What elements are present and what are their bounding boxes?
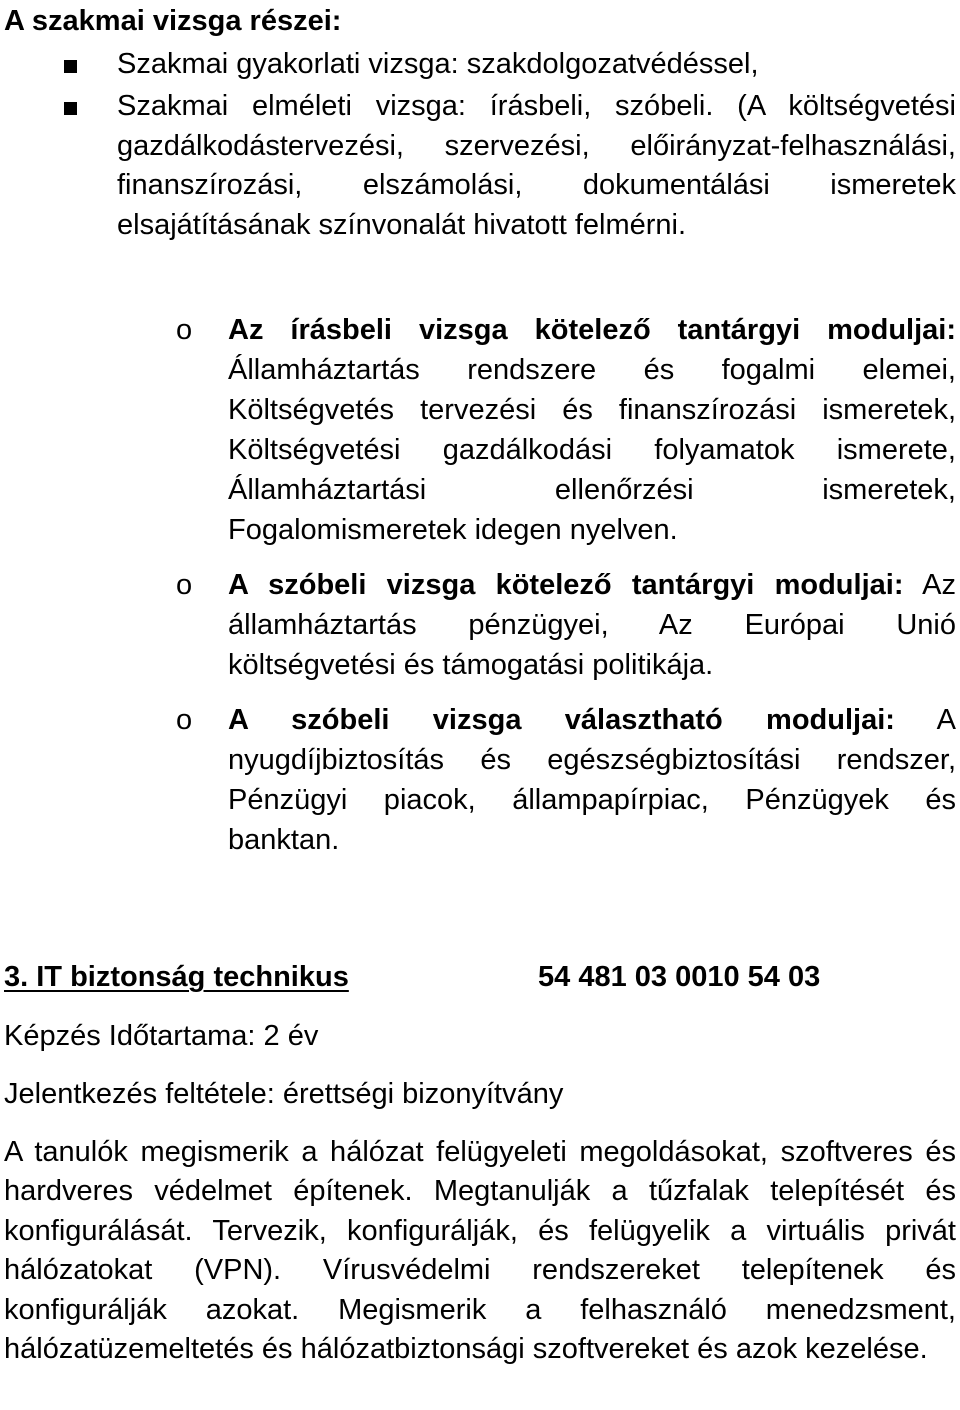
list-item-theory-exam — [4, 87, 956, 245]
course-description: A tanulók megismerik a hálózat felügyeleti megoldásokat, szoftveres és hardveres védelmet építenek. Megtanulják a tűzfalak telepítését és konfigurálását. Tervezik, konfigurálják, és felügyelik a virtuális privát hálózatokat (VPN). Vírusvédelmi rendszereket telepítenek és konfigurálják azokat. Megismerik a felhasználó menedzsment, hálózatüzemeltetés és hálózatbiztonsági szoftvereket és azok kezelése. — [4, 1136, 956, 1366]
module-label: A szóbeli vizsga választható moduljai: — [228, 704, 895, 736]
list-item-oral-mandatory-modules — [4, 565, 956, 685]
circle-bullet-icon: o — [176, 569, 193, 601]
exam-modules-list — [4, 310, 956, 875]
list-item-practical-exam — [4, 45, 956, 84]
module-label: A szóbeli vizsga kötelező tantárgyi moduljai: — [228, 569, 904, 601]
circle-bullet-icon: o — [176, 314, 193, 346]
module-text: Államháztartás rendszere és fogalmi elemei, Költségvetés tervezési és finanszírozási ismeretek, Költségvetési gazdálkodási folyamatok ismerete, Államháztartási ellenőrzési ismeretek, Fogalomismeretek idegen nyelven. — [228, 354, 956, 546]
square-bullet-icon — [64, 102, 77, 115]
exam-parts-list — [4, 45, 956, 248]
square-bullet-icon — [64, 60, 77, 73]
module-text: A nyugdíjbiztosítás és egészségbiztosítási rendszer, Pénzügyi piacok, állampapírpiac, Pénzügyek és banktan. — [228, 704, 956, 856]
list-item-text: Szakmai elméleti vizsga: írásbeli, szóbeli. (A költségvetési gazdálkodástervezési, szervezési, előirányzat-felhasználási, finanszírozási, elszámolási, dokumentálási ismeretek elsajátításának színvonalát hivatott felmérni. — [117, 90, 956, 241]
module-text: Az államháztartás pénzügyei, Az Európai Unió költségvetési és támogatási politikája. — [228, 569, 956, 681]
list-item-text: Szakmai gyakorlati vizsga: szakdolgozatvédéssel, — [117, 48, 759, 80]
course-title: 3. IT biztonság technikus — [4, 961, 349, 993]
circle-bullet-icon: o — [176, 704, 193, 736]
course-duration: Képzés Időtartama: 2 év — [4, 1020, 319, 1052]
section-heading: A szakmai vizsga részei: — [4, 5, 342, 37]
course-code: 54 481 03 0010 54 03 — [538, 961, 821, 993]
module-label: Az írásbeli vizsga kötelező tantárgyi moduljai: — [228, 314, 956, 346]
list-item-written-modules — [4, 310, 956, 550]
course-requirement: Jelentkezés feltétele: érettségi bizonyítvány — [4, 1078, 564, 1110]
list-item-oral-optional-modules — [4, 700, 956, 860]
course-header — [4, 958, 956, 996]
